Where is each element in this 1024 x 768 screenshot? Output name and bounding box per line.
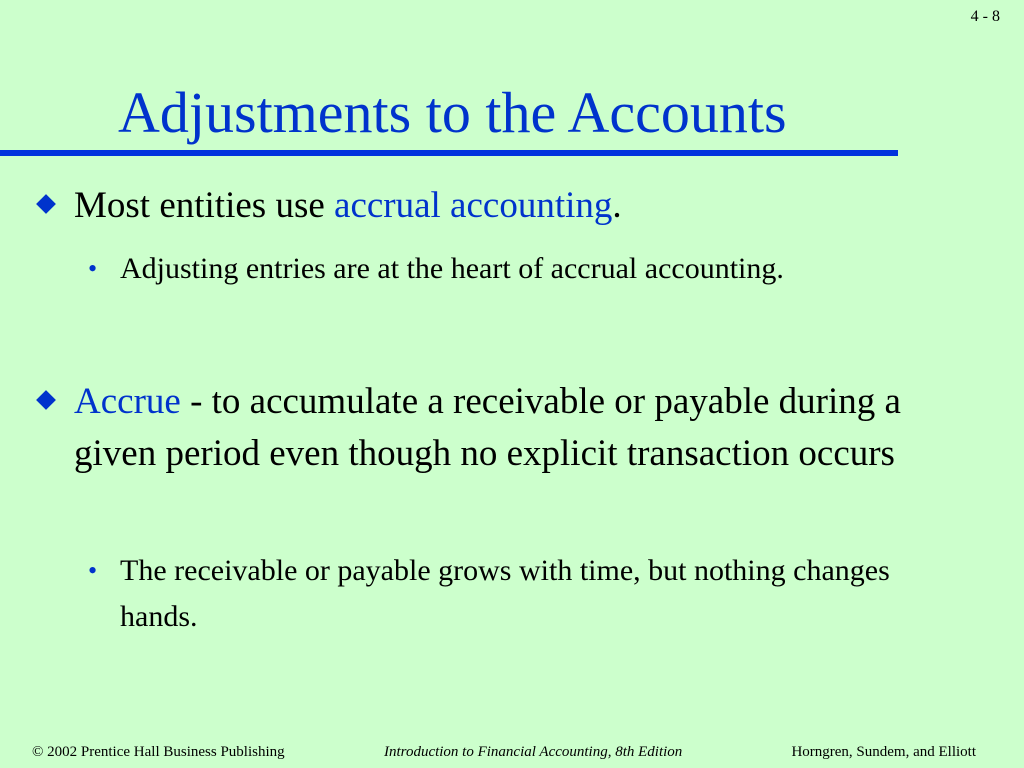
bullet-accrue-definition xyxy=(74,376,954,480)
bullet-text-suffix: - to accumulate a receivable or payable during a given period even though no explicit transaction occurs xyxy=(74,381,901,474)
bullet-text-suffix: . xyxy=(612,185,622,226)
footer-book-title: Introduction to Financial Accounting, 8th Edition xyxy=(384,744,683,760)
bullet-text-prefix: Most entities use xyxy=(74,185,335,226)
sub-bullet-text: The receivable or payable grows with time, but nothing changes hands. xyxy=(120,554,890,633)
term-accrual-accounting: accrual accounting xyxy=(334,185,613,226)
title-underline xyxy=(0,150,898,156)
sub-bullet-grows-with-time xyxy=(88,548,920,640)
sub-bullet-adjusting-entries xyxy=(88,246,920,292)
slide-title: Adjustments to the Accounts xyxy=(118,80,787,145)
term-accrue: Accrue xyxy=(74,381,181,422)
dot-bullet-icon: • xyxy=(88,556,98,585)
footer-copyright: © 2002 Prentice Hall Business Publishing xyxy=(32,744,285,760)
sub-bullet-text: Adjusting entries are at the heart of accrual accounting. xyxy=(120,252,784,285)
diamond-bullet-icon xyxy=(36,390,56,410)
bullet-accrual-accounting xyxy=(74,180,954,232)
slide-number: 4 - 8 xyxy=(970,8,1000,25)
dot-bullet-icon: • xyxy=(88,254,98,283)
footer xyxy=(0,740,1024,764)
footer-authors: Horngren, Sundem, and Elliott xyxy=(791,744,976,760)
diamond-bullet-icon xyxy=(36,194,56,214)
